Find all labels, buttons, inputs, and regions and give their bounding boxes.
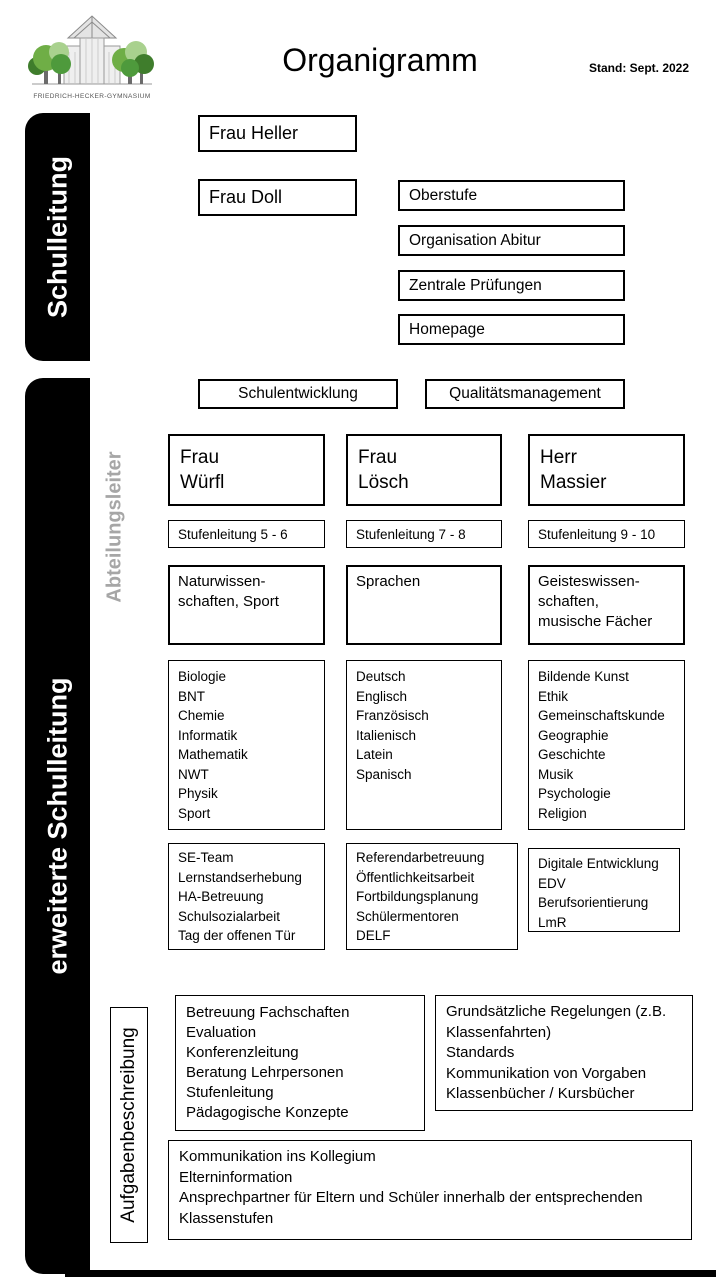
list-line: Geisteswissen- (538, 573, 640, 590)
list-line: Bildende Kunst (538, 669, 629, 684)
department-head-wuerfl (168, 434, 325, 506)
list-line: Elterninformation (179, 1168, 293, 1186)
list-line: Spanisch (356, 766, 412, 782)
deputy-task-oberstufe: Oberstufe (398, 180, 625, 211)
faecher-list-geisteswissenschaften (528, 660, 685, 830)
list-line: Pädagogische Konzepte (186, 1104, 349, 1121)
list-line: Physik (178, 786, 218, 801)
list-line: Lösch (358, 472, 409, 493)
list-line: musische Fächer (538, 613, 653, 630)
list-line: Kommunikation ins Kollegium (179, 1148, 376, 1165)
department-head-massier (528, 434, 685, 506)
list-line: Englisch (356, 688, 408, 704)
list-line: NWT (178, 766, 209, 782)
bereich-sprachen (346, 565, 502, 645)
list-line: Musik (538, 766, 574, 782)
faecher-list-naturwissenschaften (168, 660, 325, 830)
list-line: Latein (356, 747, 393, 762)
aufgabenbeschreibung-box (110, 1007, 148, 1243)
deputy-task-homepage: Homepage (398, 314, 625, 345)
stufenleitung-7-8: Stufenleitung 7 - 8 (346, 520, 502, 548)
list-line: Ethik (538, 688, 569, 704)
school-logo (28, 8, 156, 106)
list-line: Ansprechpartner für Eltern und Schüler innerhalb der entsprechenden Klassenstufen (179, 1189, 643, 1227)
list-line: EDV (538, 875, 566, 891)
list-line: Referendarbetreuung (356, 850, 485, 865)
page-title: Organigramm (282, 42, 478, 78)
list-line: Berufsorientierung (538, 895, 649, 910)
list-line: Beratung Lehrpersonen (186, 1064, 344, 1081)
taskdesc-stufenleitung (168, 1140, 692, 1240)
section-bar-schulleitung-label: Schulleitung (42, 156, 72, 318)
list-line: Konferenzleitung (186, 1044, 299, 1061)
department-head-loesch (346, 434, 502, 506)
list-line: Evaluation (186, 1024, 257, 1041)
list-line: HA-Betreuung (178, 889, 264, 904)
list-line: Französisch (356, 708, 429, 723)
deputy-box: Frau Doll (198, 179, 357, 216)
list-line: Klassenbücher / Kursbücher (446, 1085, 635, 1102)
list-line: Biologie (178, 669, 227, 684)
section-bar-erweiterte-schulleitung-label: erweiterte Schulleitung (42, 677, 72, 975)
bereich-naturwissenschaften-sport (168, 565, 325, 645)
stufenleitung-5-6: Stufenleitung 5 - 6 (168, 520, 325, 548)
list-line: Grundsätzliche Regelungen (z.B. Klassenfahrten) (446, 1003, 667, 1041)
list-line: Herr (540, 447, 577, 468)
status-date: Stand: Sept. 2022 (589, 61, 690, 75)
list-line: Informatik (178, 727, 238, 743)
list-line: LmR (538, 914, 567, 930)
list-line: Frau (358, 447, 398, 468)
aufgaben-list-loesch (346, 843, 518, 950)
list-line: Deutsch (356, 669, 406, 684)
list-line: SE-Team (178, 850, 234, 865)
list-line: Italienisch (356, 727, 417, 743)
list-line: BNT (178, 688, 205, 704)
list-line: schaften, Sport (178, 593, 279, 610)
list-line: Massier (540, 472, 607, 493)
list-line: schaften, (538, 593, 599, 610)
list-line: Geographie (538, 727, 609, 743)
aufgabenbeschreibung-label: Aufgabenbeschreibung (118, 1027, 139, 1223)
list-line: Psychologie (538, 786, 611, 801)
aufgaben-list-massier (528, 848, 680, 932)
bereich-geisteswissenschaften (528, 565, 685, 645)
joint-task-schulentwicklung: Schulentwicklung (198, 379, 398, 409)
list-line: Gemeinschaftskunde (538, 708, 665, 723)
list-line: Schülermentoren (356, 908, 459, 924)
abteilungsleiter-label: Abteilungsleiter (103, 451, 126, 603)
list-line: Lernstandserhebung (178, 869, 302, 885)
list-line: Würfl (180, 472, 225, 493)
list-line: Digitale Entwicklung (538, 856, 659, 871)
list-line: Mathematik (178, 747, 248, 762)
list-line: Tag der offenen Tür (178, 928, 296, 943)
faecher-list-sprachen (346, 660, 502, 830)
list-line: Stufenleitung (186, 1084, 274, 1101)
list-line: Betreuung Fachschaften (186, 1004, 350, 1021)
school-name-caption: FRIEDRICH-HECKER-GYMNASIUM (33, 93, 151, 100)
list-line: Chemie (178, 708, 225, 723)
joint-task-qualitaetsmanagement: Qualitätsmanagement (425, 379, 625, 409)
list-line: Naturwissen- (178, 573, 266, 590)
list-line: Geschichte (538, 747, 606, 762)
list-line: Kommunikation von Vorgaben (446, 1064, 647, 1082)
principal-box: Frau Heller (198, 115, 357, 152)
section-bar-erweiterte-schulleitung (25, 378, 90, 1274)
stufenleitung-9-10: Stufenleitung 9 - 10 (528, 520, 685, 548)
taskdesc-abteilungsleiter (175, 995, 425, 1131)
taskdesc-regelungen (435, 995, 693, 1111)
list-line: Frau (180, 447, 220, 468)
deputy-task-zentrale-pruefungen: Zentrale Prüfungen (398, 270, 625, 301)
section-bar-schulleitung (25, 113, 90, 361)
bottom-divider-bar (65, 1270, 716, 1277)
deputy-task-organisation-abitur: Organisation Abitur (398, 225, 625, 256)
list-line: Öffentlichkeitsarbeit (356, 869, 475, 885)
aufgaben-list-wuerfl (168, 843, 325, 950)
list-line: DELF (356, 928, 391, 943)
list-line: Sport (178, 805, 211, 821)
list-line: Sprachen (356, 573, 421, 590)
list-line: Religion (538, 805, 587, 821)
list-line: Standards (446, 1044, 515, 1061)
list-line: Schulsozialarbeit (178, 908, 281, 924)
list-line: Fortbildungsplanung (356, 889, 479, 904)
school-logo-image (28, 8, 156, 92)
